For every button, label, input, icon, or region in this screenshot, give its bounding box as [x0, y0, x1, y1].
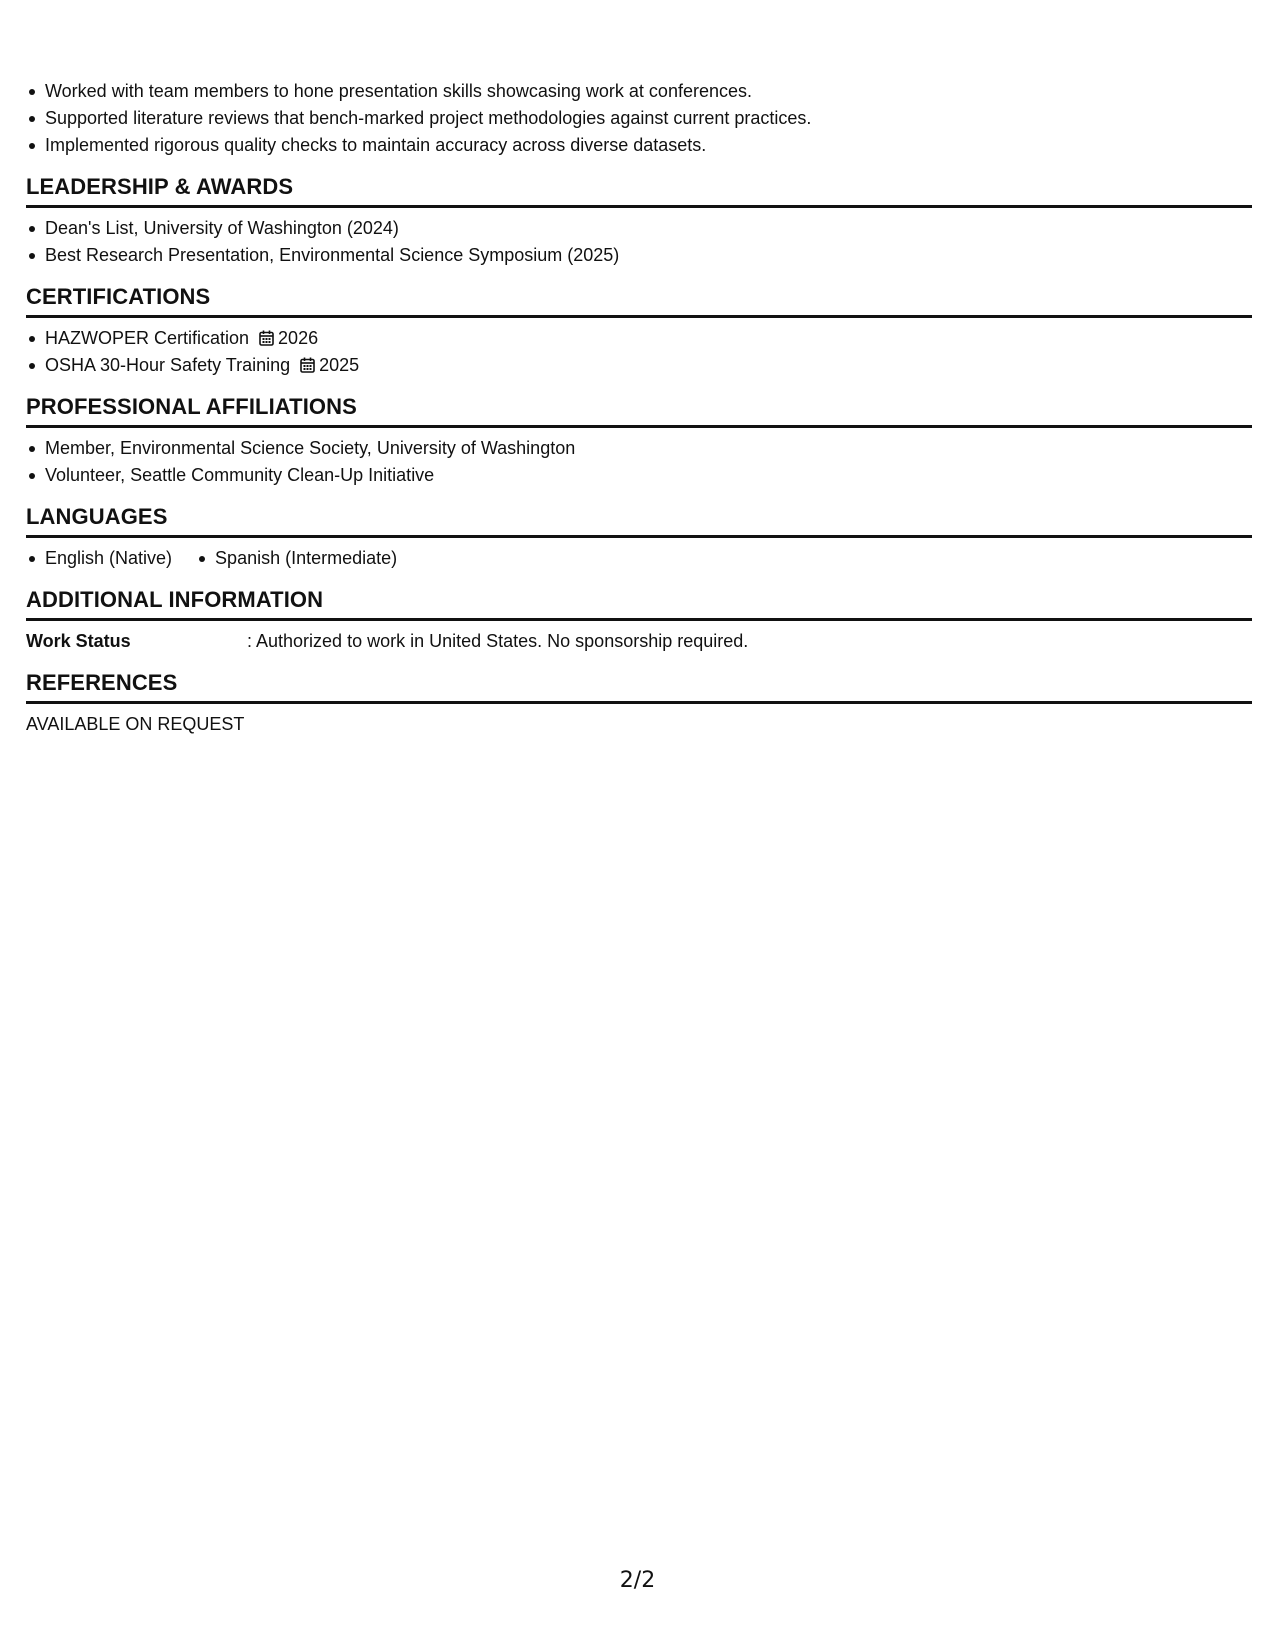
section-title: REFERENCES — [26, 669, 1252, 704]
list-item — [26, 352, 1252, 379]
certification-name: OSHA 30-Hour Safety Training — [45, 355, 291, 375]
affiliations-list — [26, 435, 1252, 489]
affiliations-section — [26, 393, 1252, 489]
certification-year: 2025 — [319, 355, 360, 375]
languages-list — [26, 545, 1252, 572]
work-status-value: : Authorized to work in United States. No sponsorship required. — [247, 631, 749, 651]
list-item: Spanish (Intermediate) — [196, 545, 397, 572]
leadership-section — [26, 173, 1252, 269]
list-item: Best Research Presentation, Environmental Science Symposium (2025) — [26, 242, 1252, 269]
section-title: PROFESSIONAL AFFILIATIONS — [26, 393, 1252, 428]
calendar-icon — [259, 330, 274, 346]
section-title: ADDITIONAL INFORMATION — [26, 586, 1252, 621]
page-number: 2/2 — [619, 1568, 656, 1593]
certifications-list — [26, 325, 1252, 379]
list-item — [26, 325, 1252, 352]
experience-bullets — [26, 78, 1252, 159]
list-item: Member, Environmental Science Society, University of Washington — [26, 435, 1252, 462]
certifications-section — [26, 283, 1252, 379]
list-item: Implemented rigorous quality checks to maintain accuracy across diverse datasets. — [26, 132, 1252, 159]
list-item: Supported literature reviews that bench-marked project methodologies against current practices. — [26, 105, 1252, 132]
list-item: Volunteer, Seattle Community Clean-Up Initiative — [26, 462, 1252, 489]
references-section — [26, 669, 1252, 738]
work-status-row — [26, 628, 1252, 655]
section-title: CERTIFICATIONS — [26, 283, 1252, 318]
references-text: AVAILABLE ON REQUEST — [26, 714, 245, 734]
calendar-icon — [300, 357, 315, 373]
list-item: Worked with team members to hone presentation skills showcasing work at conferences. — [26, 78, 1252, 105]
certification-name: HAZWOPER Certification — [45, 328, 250, 348]
work-status-label: Work Status — [26, 631, 131, 651]
section-title: LANGUAGES — [26, 503, 1252, 538]
section-title: LEADERSHIP & AWARDS — [26, 173, 1252, 208]
certification-year: 2026 — [278, 328, 319, 348]
leadership-list — [26, 215, 1252, 269]
list-item: Dean's List, University of Washington (2024) — [26, 215, 1252, 242]
list-item: English (Native) — [26, 545, 172, 572]
additional-info-section — [26, 586, 1252, 655]
resume-page — [26, 78, 1252, 738]
languages-section — [26, 503, 1252, 572]
